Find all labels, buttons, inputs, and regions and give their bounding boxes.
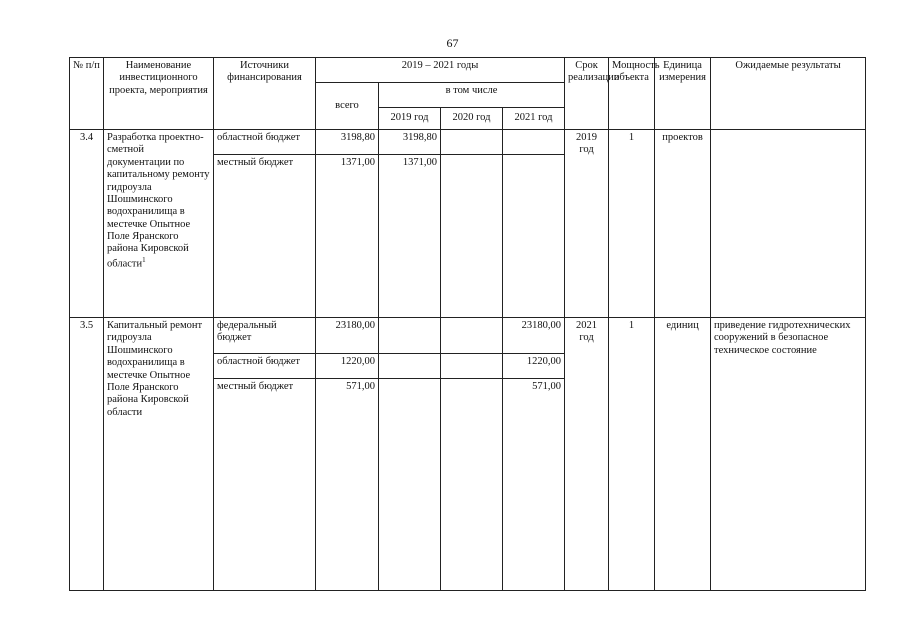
table-row	[70, 318, 866, 354]
row-name: Капитальный ремонт гидроузла Шошминского водохранилища в местечке Опытное Поле Яранского района Кировской области	[104, 318, 214, 591]
row-results	[711, 130, 866, 318]
header-including: в том числе	[379, 83, 565, 108]
row-name-text: Разработка проектно-сметной документации по капитальному ремонту гидроузла Шошминского водохранилища в местечке Опытное Поле Яранского района Кировской области	[107, 132, 210, 270]
row-unit: проектов	[655, 130, 711, 318]
header-y2021: 2021 год	[503, 108, 565, 130]
funding-y2020	[441, 354, 503, 379]
row-capacity: 1	[609, 318, 655, 591]
funding-y2019	[379, 318, 441, 354]
header-capacity: Мощность объекта	[609, 58, 655, 130]
funding-y2019	[379, 379, 441, 591]
funding-y2020	[441, 155, 503, 318]
header-period: 2019 – 2021 годы	[316, 58, 565, 83]
header-num: № п/п	[70, 58, 104, 130]
header-results: Ожидаемые результаты	[711, 58, 866, 130]
row-num: 3.5	[70, 318, 104, 591]
funding-total: 1220,00	[316, 354, 379, 379]
funding-total: 1371,00	[316, 155, 379, 318]
row-num: 3.4	[70, 130, 104, 318]
funding-total: 571,00	[316, 379, 379, 591]
funding-source: областной бюджет	[214, 354, 316, 379]
funding-total: 23180,00	[316, 318, 379, 354]
row-results: приведение гидротехнических сооружений в безопасное техническое состояние	[711, 318, 866, 591]
table-row	[70, 130, 866, 155]
funding-y2021: 1220,00	[503, 354, 565, 379]
header-term: Срок реализации	[565, 58, 609, 130]
funding-source: федеральный бюджет	[214, 318, 316, 354]
funding-y2019	[379, 354, 441, 379]
header-y2020: 2020 год	[441, 108, 503, 130]
funding-total: 3198,80	[316, 130, 379, 155]
row-name-note: 1	[142, 255, 146, 264]
investment-table	[69, 57, 866, 591]
row-term: 2019 год	[565, 130, 609, 318]
funding-y2019: 1371,00	[379, 155, 441, 318]
funding-y2021: 23180,00	[503, 318, 565, 354]
funding-y2021	[503, 155, 565, 318]
funding-y2021	[503, 130, 565, 155]
header-y2019: 2019 год	[379, 108, 441, 130]
header-total: всего	[316, 83, 379, 130]
funding-y2021: 571,00	[503, 379, 565, 591]
funding-y2020	[441, 379, 503, 591]
header-unit: Единица измерения	[655, 58, 711, 130]
header-row-1	[70, 58, 866, 83]
row-term: 2021 год	[565, 318, 609, 591]
funding-y2019: 3198,80	[379, 130, 441, 155]
page-number: 67	[446, 36, 459, 50]
row-name	[104, 130, 214, 318]
funding-source: местный бюджет	[214, 379, 316, 591]
row-capacity: 1	[609, 130, 655, 318]
funding-y2020	[441, 318, 503, 354]
funding-y2020	[441, 130, 503, 155]
header-name: Наименование инвестиционного проекта, мероприятия	[104, 58, 214, 130]
funding-source: местный бюджет	[214, 155, 316, 318]
header-sources: Источники финансирования	[214, 58, 316, 130]
row-unit: единиц	[655, 318, 711, 591]
funding-source: областной бюджет	[214, 130, 316, 155]
